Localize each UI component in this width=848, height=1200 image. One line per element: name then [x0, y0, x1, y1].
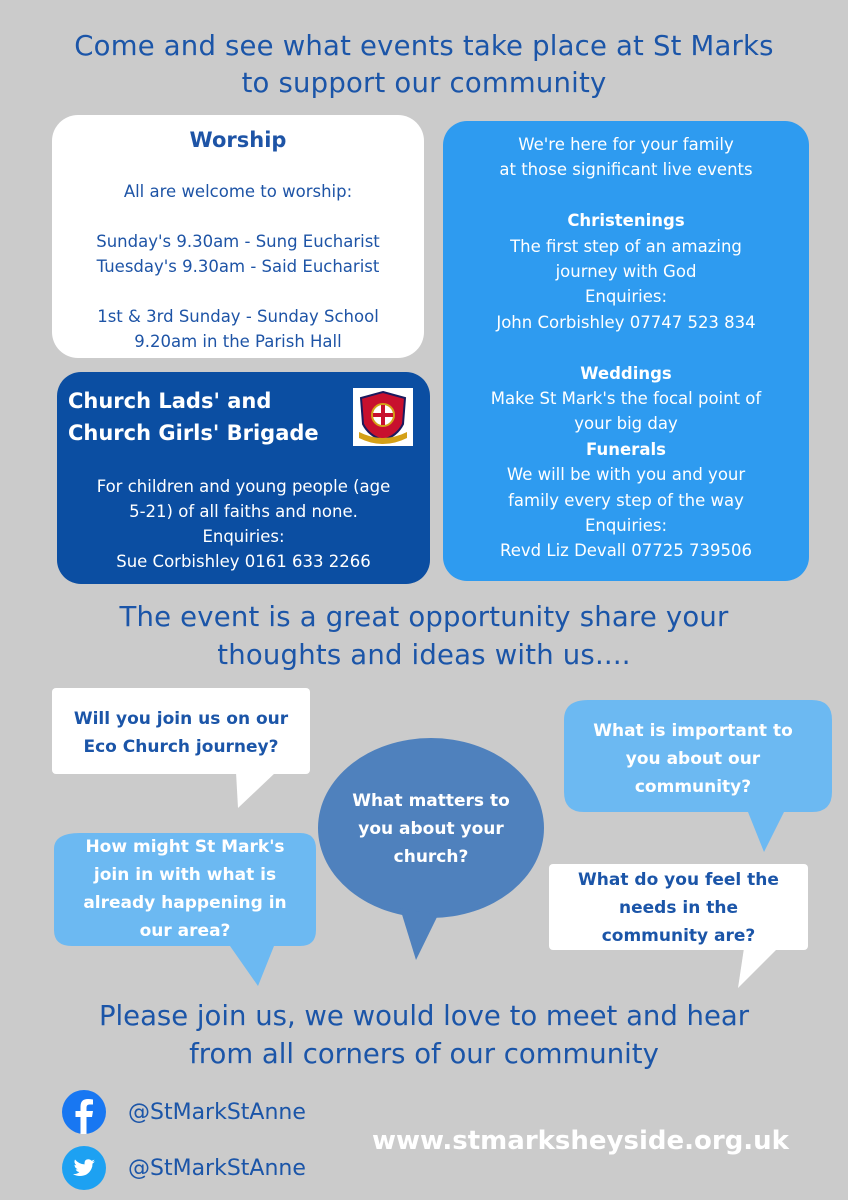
bubble-line: you about your — [358, 819, 504, 839]
brigade-line: For children and young people (age — [96, 477, 391, 496]
brigade-line: 5-21) of all faiths and none. — [129, 502, 358, 521]
bubble-line: our area? — [139, 921, 231, 941]
facebook-handle[interactable]: @StMarkStAnne — [128, 1100, 306, 1125]
bubble-line: already happening in — [83, 893, 287, 913]
family-line: We will be with you and your — [506, 465, 746, 485]
family-line: your big day — [574, 414, 678, 434]
bubble-line: join in with what is — [93, 865, 277, 885]
closing-heading — [10, 997, 838, 1073]
christenings-heading: Christenings — [567, 211, 685, 231]
brigade-title-line-1: Church Lads' and — [68, 389, 272, 413]
eco-bubble-text — [52, 705, 310, 761]
twitter-handle[interactable]: @StMarkStAnne — [128, 1156, 306, 1181]
bubble-line: What do you feel the — [578, 870, 779, 890]
family-line: Enquiries: — [584, 287, 668, 307]
bubble-line: community are? — [601, 926, 756, 946]
family-line: Revd Liz Devall 07725 739506 — [500, 541, 752, 561]
bubble-line: What is important to — [593, 721, 793, 741]
family-line: at those significant live events — [499, 160, 753, 180]
bubble-line: Will you join us on our — [73, 709, 289, 729]
opportunity-line-2: thoughts and ideas with us.... — [217, 639, 631, 671]
worship-line: 1st & 3rd Sunday - Sunday School — [97, 307, 379, 326]
family-line: We're here for your family — [518, 135, 734, 154]
family-line: Enquiries: — [584, 516, 668, 536]
twitter-icon[interactable] — [62, 1146, 106, 1190]
bubble-line: Eco Church journey? — [83, 737, 279, 757]
family-line: family every step of the way — [508, 490, 744, 510]
closing-line-2: from all corners of our community — [189, 1038, 659, 1070]
worship-line: 9.20am in the Parish Hall — [134, 332, 342, 351]
worship-line: Sunday's 9.30am - Sung Eucharist — [96, 232, 380, 251]
opportunity-line-1: The event is a great opportunity share your — [119, 601, 729, 633]
worship-line: All are welcome to worship: — [123, 182, 353, 201]
bubble-line: church? — [393, 847, 469, 867]
worship-title: Worship — [189, 128, 287, 152]
brigade-title-line-2: Church Girls' Brigade — [68, 421, 319, 445]
join-in-bubble-text — [54, 833, 316, 945]
bubble-line: How might St Mark's — [85, 837, 285, 857]
brigade-line: Sue Corbishley 0161 633 2266 — [116, 552, 371, 571]
facebook-icon[interactable] — [62, 1090, 106, 1134]
church-bubble-text — [318, 787, 544, 871]
needs-bubble-tail — [738, 948, 778, 988]
family-line: journey with God — [555, 262, 697, 282]
closing-line-1: Please join us, we would love to meet and hear — [98, 1000, 750, 1032]
family-line: The first step of an amazing — [510, 236, 742, 256]
headline-line-2: to support our community — [241, 67, 607, 99]
family-line: Make St Mark's the focal point of — [490, 389, 762, 409]
bubble-line: needs in the — [619, 898, 738, 918]
brigade-line: Enquiries: — [202, 527, 285, 546]
important-bubble-text — [564, 717, 822, 801]
worship-line: Tuesday's 9.30am - Said Eucharist — [96, 257, 380, 276]
website-link[interactable]: www.stmarksheyside.org.uk — [372, 1126, 789, 1156]
family-line: John Corbishley 07747 523 834 — [496, 312, 756, 332]
eco-bubble-tail — [236, 772, 276, 808]
bubble-line: community? — [634, 777, 752, 797]
headline-line-1: Come and see what events take place at St Marks — [74, 30, 774, 62]
church-bubble-tail — [400, 908, 438, 960]
funerals-heading: Funerals — [586, 439, 666, 459]
weddings-heading: Weddings — [580, 363, 672, 383]
bubble-line: What matters to — [352, 791, 510, 811]
needs-bubble-text — [549, 866, 808, 950]
bubble-line: you about our — [625, 749, 761, 769]
